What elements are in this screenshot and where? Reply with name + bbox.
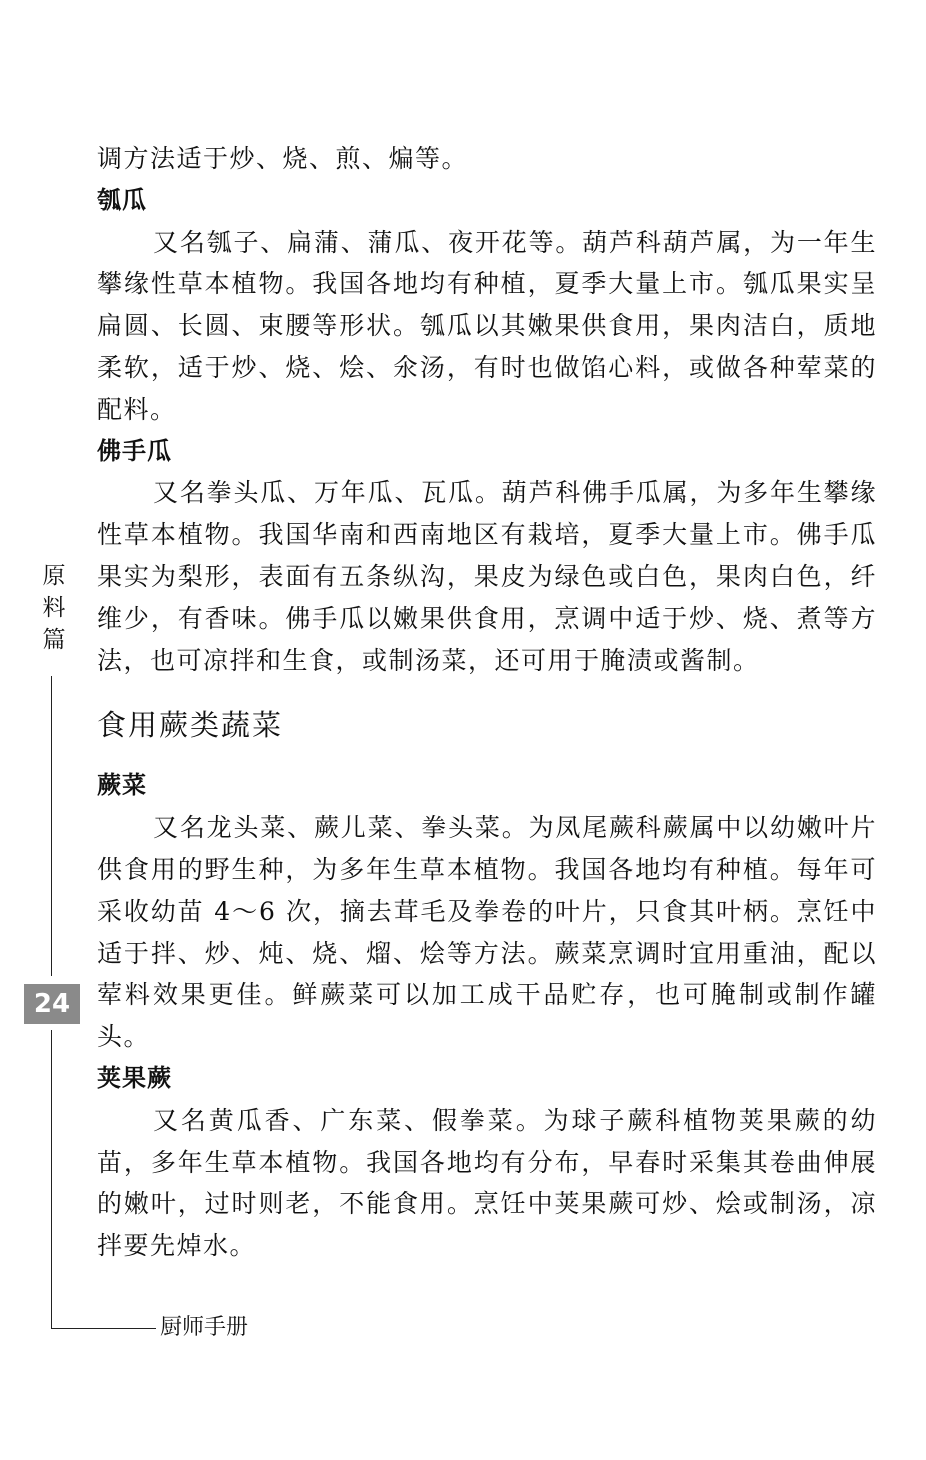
entry-body-jue: 又名龙头菜、蕨儿菜、拳头菜。为凤尾蕨科蕨属中以幼嫩叶片供食用的野生种，为多年生草本植物。我国各地均有种植。每年可采收幼苗 4～6 次，摘去茸毛及拳卷的叶片，只食其叶柄。烹饪中适于拌、炒、炖、烧、熘、烩等方法。蕨菜烹调时宜用重油，配以荤料效果更佳。鲜蕨菜可以加工成干品贮存，也可腌制或制作罐头。 [97, 813, 877, 1052]
margin-rule-upper [51, 676, 52, 976]
side-label-char: 料 [42, 595, 66, 621]
entry-body-jiaguojue: 又名黄瓜香、广东菜、假拳菜。为球子蕨科植物荚果蕨的幼苗，多年生草本植物。我国各地均有分布，早春时采集其卷曲伸展的嫩叶，过时则老，不能食用。烹饪中荚果蕨可炒、烩或制汤，凉拌要先焯水。 [97, 1105, 877, 1261]
page-body [97, 138, 877, 1267]
side-section-label [40, 560, 68, 656]
continued-paragraph: 调方法适于炒、烧、煎、煸等。 [97, 144, 469, 173]
entry-heading-jiaguojue: 荚果蕨 [97, 1063, 172, 1092]
section-title: 食用蕨类蔬菜 [97, 708, 284, 743]
footer-rule [51, 1328, 156, 1329]
entry-heading-hugua: 瓠瓜 [97, 185, 147, 214]
entry-body-foshougua: 又名拳头瓜、万年瓜、瓦瓜。葫芦科佛手瓜属，为多年生攀缘性草本植物。我国华南和西南地区有栽培，夏季大量上市。佛手瓜果实为梨形，表面有五条纵沟，果皮为绿色或白色，果肉白色，纤维少，有香味。佛手瓜以嫩果供食用，烹调中适于炒、烧、煮等方法，也可凉拌和生食，或制汤菜，还可用于腌渍或酱制。 [97, 478, 877, 675]
margin-rule-lower [51, 1030, 52, 1320]
page-number: 24 [24, 984, 80, 1024]
entry-heading-foshougua: 佛手瓜 [97, 436, 172, 465]
entry-body-hugua: 又名瓠子、扁蒲、蒲瓜、夜开花等。葫芦科葫芦属，为一年生攀缘性草本植物。我国各地均有种植，夏季大量上市。瓠瓜果实呈扁圆、长圆、束腰等形状。瓠瓜以其嫩果供食用，果肉洁白，质地柔软，适于炒、烧、烩、氽汤，有时也做馅心料，或做各种荤菜的配料。 [97, 227, 877, 424]
entry-heading-jue: 蕨菜 [97, 771, 147, 800]
footer-book-title: 厨师手册 [160, 1315, 249, 1340]
side-label-char: 篇 [42, 627, 66, 653]
side-label-char: 原 [42, 563, 66, 589]
